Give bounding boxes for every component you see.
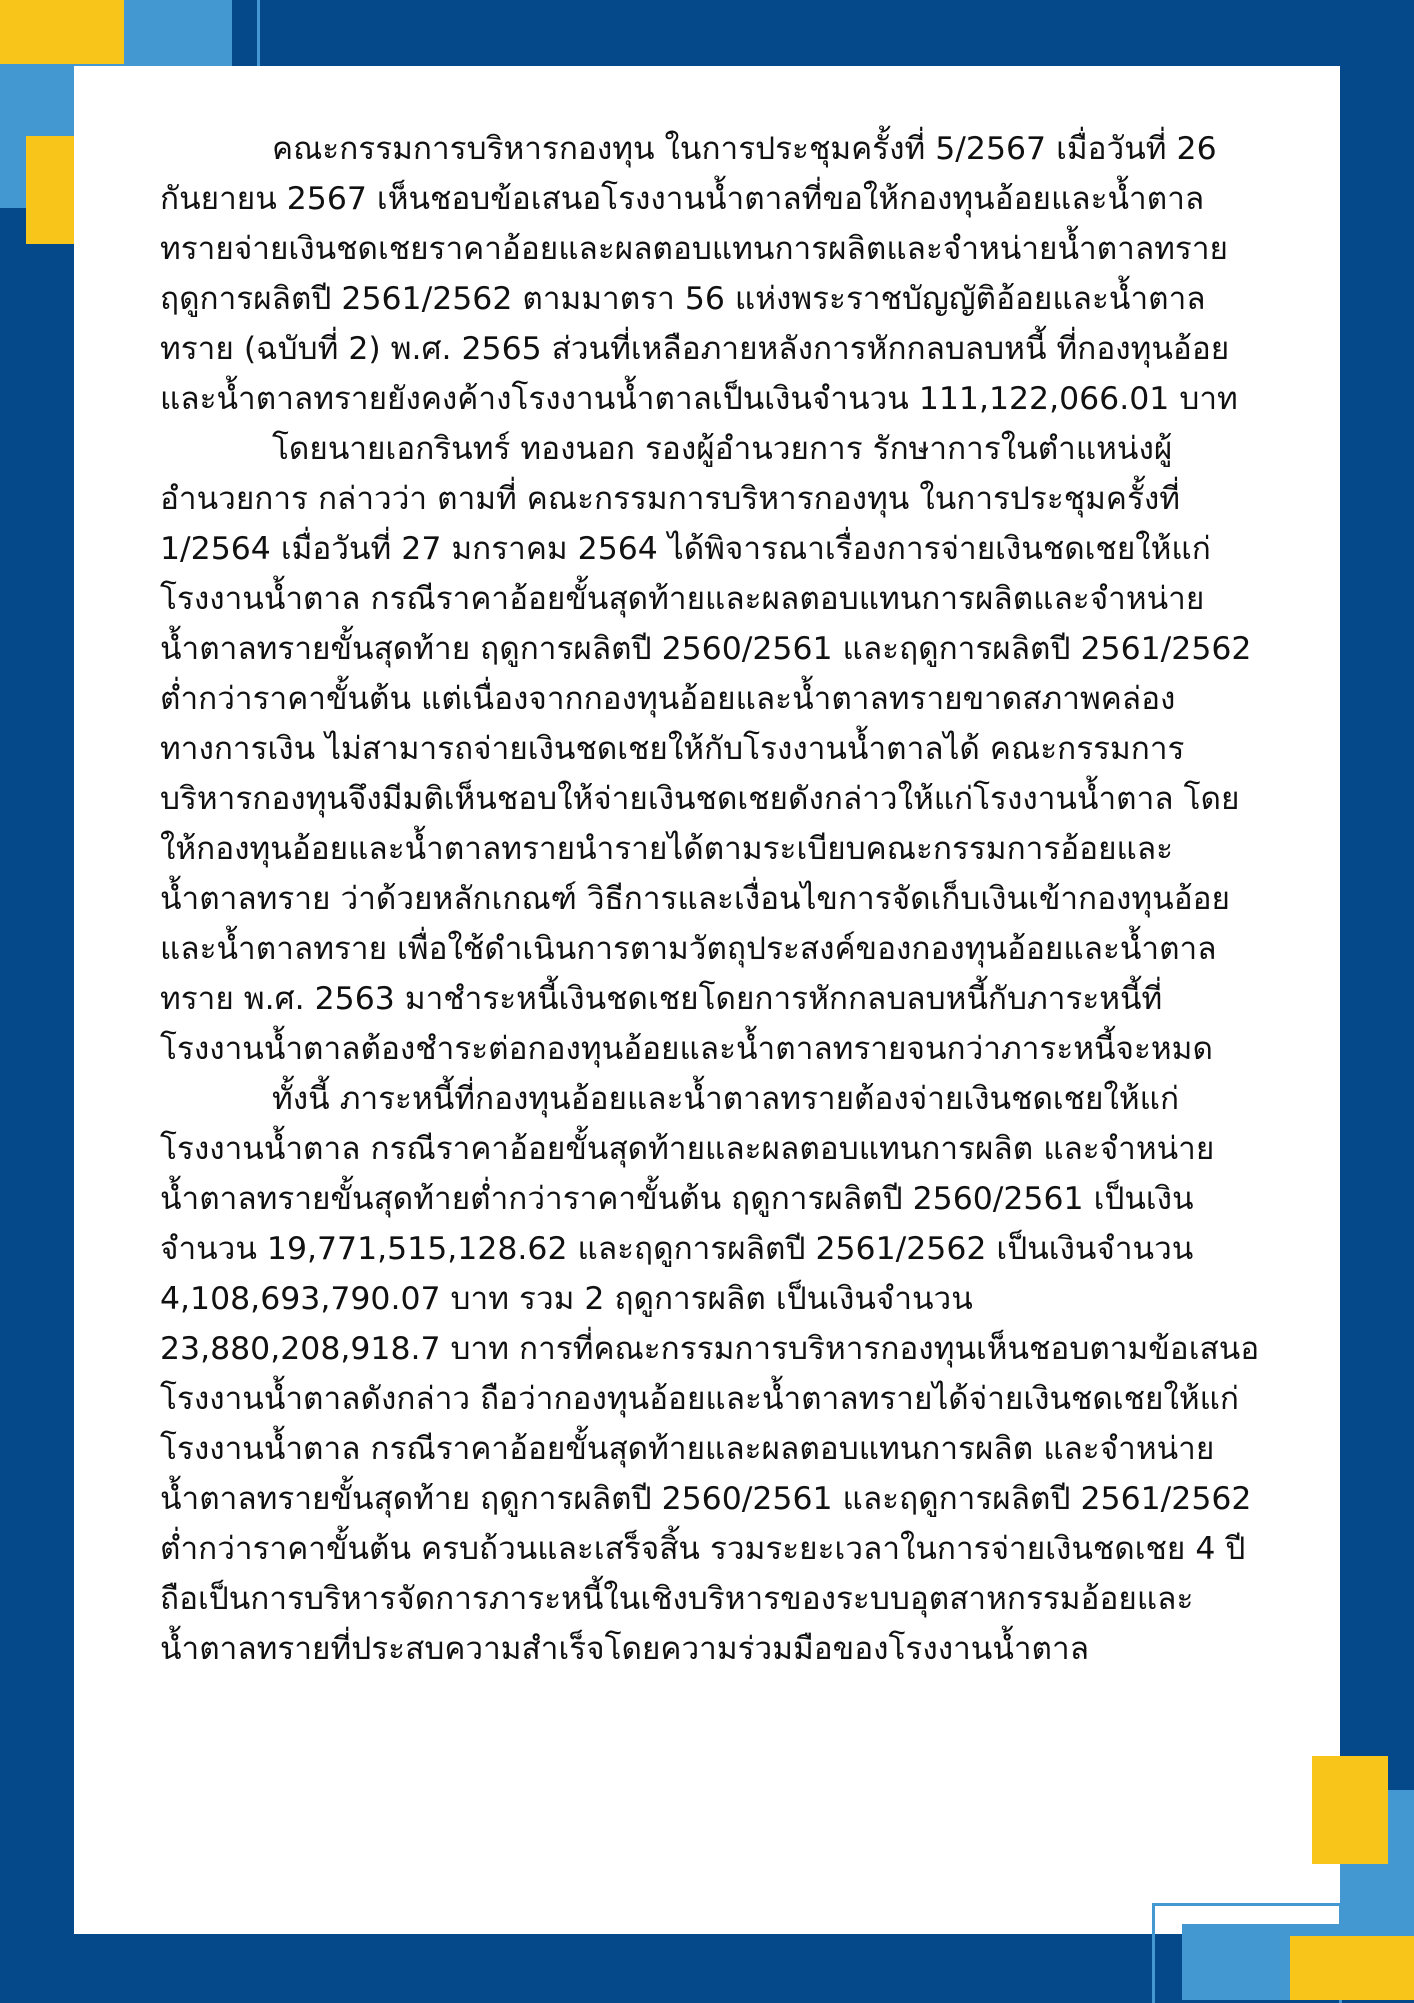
document-body	[160, 124, 1260, 1674]
corner-block-yellow-bottom-right	[1290, 1936, 1414, 2000]
paragraph-1: คณะกรรมการบริหารกองทุน ในการประชุมครั้งที่ 5/2567 เมื่อวันที่ 26 กันยายน 2567 เห็นชอบข้อเสนอโรงงานน้ำตาลที่ขอให้กองทุนอ้อยและน้ำตาลทรายจ่ายเงินชดเชยราคาอ้อยและผลตอบแทนการผลิตและจำหน่ายน้ำตาลทราย ฤดูการผลิตปี 2561/2562 ตามมาตรา 56 แห่งพระราชบัญญัติอ้อยและน้ำตาลทราย (ฉบับที่ 2) พ.ศ. 2565 ส่วนที่เหลือภายหลังการหักกลบลบหนี้ ที่กองทุนอ้อยและน้ำตาลทรายยังคงค้างโรงงานน้ำตาลเป็นเงินจำนวน 111,122,066.01 บาท	[160, 131, 1238, 417]
corner-block-yellow-right	[1312, 1756, 1388, 1864]
paragraph-2: โดยนายเอกรินทร์ ทองนอก รองผู้อำนวยการ รักษาการในตำแหน่งผู้อำนวยการ กล่าวว่า ตามที่ คณะกรรมการบริหารกองทุน ในการประชุมครั้งที่ 1/2564 เมื่อวันที่ 27 มกราคม 2564 ได้พิจารณาเรื่องการจ่ายเงินชดเชยให้แก่โรงงานน้ำตาล กรณีราคาอ้อยขั้นสุดท้ายและผลตอบแทนการผลิตและจำหน่ายน้ำตาลทรายขั้นสุดท้าย ฤดูการผลิตปี 2560/2561 และฤดูการผลิตปี 2561/2562 ต่ำกว่าราคาขั้นต้น แต่เนื่องจากกองทุนอ้อยและน้ำตาลทรายขาดสภาพคล่องทางการเงิน ไม่สามารถจ่ายเงินชดเชยให้กับโรงงานน้ำตาลได้ คณะกรรมการบริหารกองทุนจึงมีมติเห็นชอบให้จ่ายเงินชดเชยดังกล่าวให้แก่โรงงานน้ำตาล โดยให้กองทุนอ้อยและน้ำตาลทรายนำรายได้ตามระเบียบคณะกรรมการอ้อยและน้ำตาลทราย ว่าด้วยหลักเกณฑ์ วิธีการและเงื่อนไขการจัดเก็บเงินเข้ากองทุนอ้อยและน้ำตาลทราย เพื่อใช้ดำเนินการตามวัตถุประสงค์ของกองทุนอ้อยและน้ำตาลทราย พ.ศ. 2563 มาชำระหนี้เงินชดเชยโดยการหักกลบลบหนี้กับภาระหนี้ที่โรงงานน้ำตาลต้องชำระต่อกองทุนอ้อยและน้ำตาลทรายจนกว่าภาระหนี้จะหมด	[160, 431, 1252, 1067]
paragraph-3: ทั้งนี้ ภาระหนี้ที่กองทุนอ้อยและน้ำตาลทรายต้องจ่ายเงินชดเชยให้แก่โรงงานน้ำตาล กรณีราคาอ้อยขั้นสุดท้ายและผลตอบแทนการผลิต และจำหน่ายน้ำตาลทรายขั้นสุดท้ายต่ำกว่าราคาขั้นต้น ฤดูการผลิตปี 2560/2561 เป็นเงินจำนวน 19,771,515,128.62 และฤดูการผลิตปี 2561/2562 เป็นเงินจำนวน 4,108,693,790.07 บาท รวม 2 ฤดูการผลิต เป็นเงินจำนวน 23,880,208,918.7 บาท การที่คณะกรรมการบริหารกองทุนเห็นชอบตามข้อเสนอโรงงานน้ำตาลดังกล่าว ถือว่ากองทุนอ้อยและน้ำตาลทรายได้จ่ายเงินชดเชยให้แก่โรงงานน้ำตาล กรณีราคาอ้อยขั้นสุดท้ายและผลตอบแทนการผลิต และจำหน่ายน้ำตาลทรายขั้นสุดท้าย ฤดูการผลิตปี 2560/2561 และฤดูการผลิตปี 2561/2562 ต่ำกว่าราคาขั้นต้น ครบถ้วนและเสร็จสิ้น รวมระยะเวลาในการจ่ายเงินชดเชย 4 ปี ถือเป็นการบริหารจัดการภาระหนี้ในเชิงบริหารของระบบอุตสาหกรรมอ้อยและน้ำตาลทรายที่ประสบความสำเร็จโดยความร่วมมือของโรงงานน้ำตาล	[160, 1081, 1260, 1667]
corner-block-yellow-top-left	[0, 0, 124, 64]
